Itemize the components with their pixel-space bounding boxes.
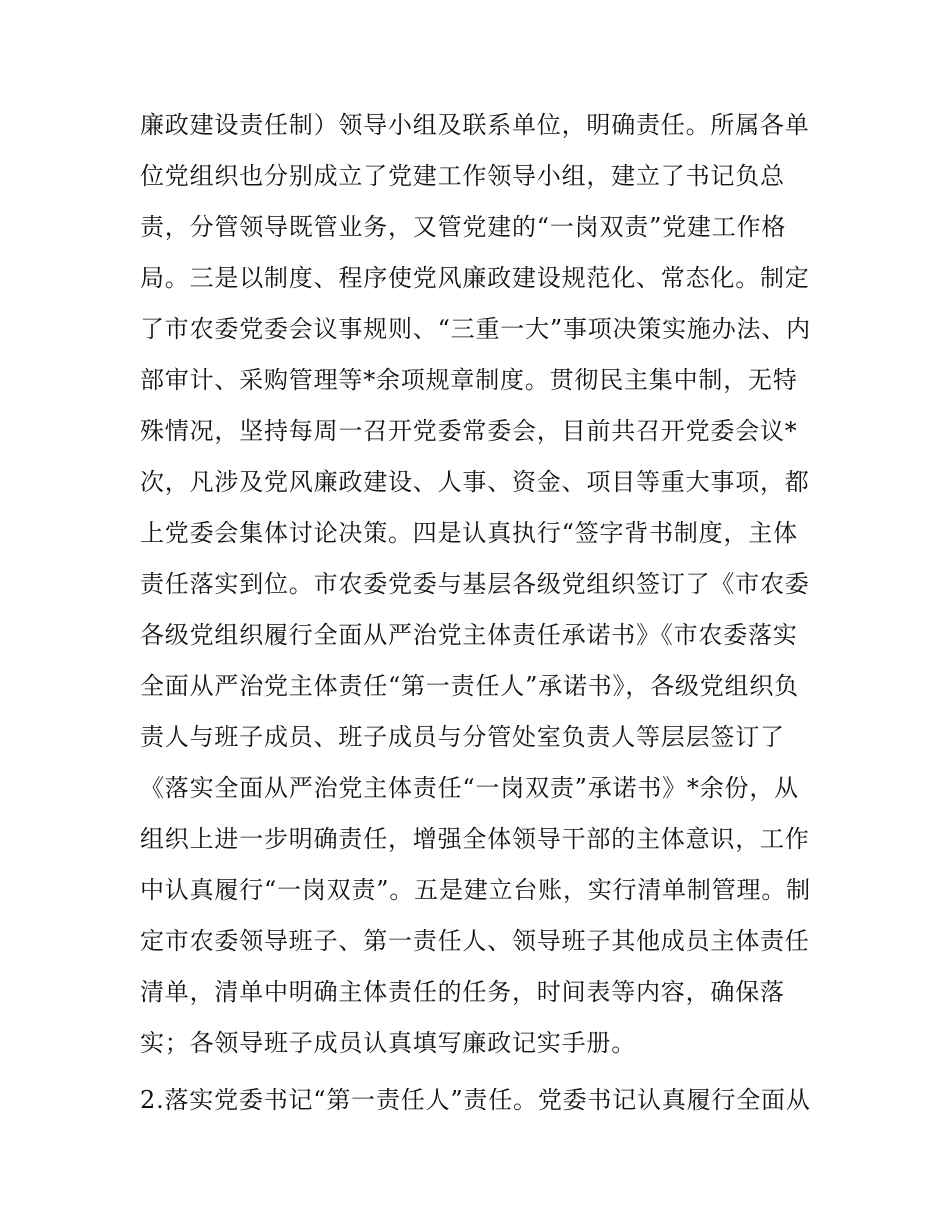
text-line: 组织上进一步明确责任，增强全体领导干部的主体意识，工作 [140,825,810,853]
text-line: 实；各领导班子成员认真填写廉政记实手册。 [140,1029,636,1057]
text-line: 上党委会集体讨论决策。四是认真执行“签字背书制度，主体 [140,519,798,547]
text-line: 殊情况，坚持每周一召开党委常委会，目前共召开党委会议* [140,417,798,445]
text-line: 各级党组织履行全面从严治党主体责任承诺书》《市农委落实 [140,621,798,649]
section-heading: 2.落实党委书记“第一责任人”责任。党委书记认真履行全面从 [140,1086,811,1114]
text-line: 清单，清单中明确主体责任的任务，时间表等内容，确保落 [140,978,785,1006]
text-line: 了市农委党委会议事规则、“三重一大”事项决策实施办法、内 [140,315,811,343]
text-line: 局。三是以制度、程序使党风廉政建设规范化、常态化。制定 [140,264,810,292]
text-line: 责任落实到位。市农委党委与基层各级党组织签订了《市农委 [140,570,810,598]
text-line: 部审计、采购管理等*余项规章制度。贯彻民主集中制，无特 [140,366,798,394]
text-line: 位党组织也分别成立了党建工作领导小组，建立了书记负总 [140,162,785,190]
text-line: 廉政建设责任制）领导小组及联系单位，明确责任。所属各单 [140,111,810,139]
text-line: 《落实全面从严治党主体责任“一岗双责”承诺书》*余份，从 [140,774,799,802]
text-line: 全面从严治党主体责任“第一责任人”承诺书》，各级党组织负 [140,672,799,700]
text-line: 责人与班子成员、班子成员与分管处室负责人等层层签订了 [140,723,785,751]
text-line: 中认真履行“一岗双责”。五是建立台账，实行清单制管理。制 [140,876,811,904]
text-line: 责，分管领导既管业务，又管党建的“一岗双责”党建工作格 [140,213,787,241]
body-text [140,100,830,1126]
text-line: 次，凡涉及党风廉政建设、人事、资金、项目等重大事项，都 [140,468,810,496]
text-line: 定市农委领导班子、第一责任人、领导班子其他成员主体责任 [140,927,810,955]
